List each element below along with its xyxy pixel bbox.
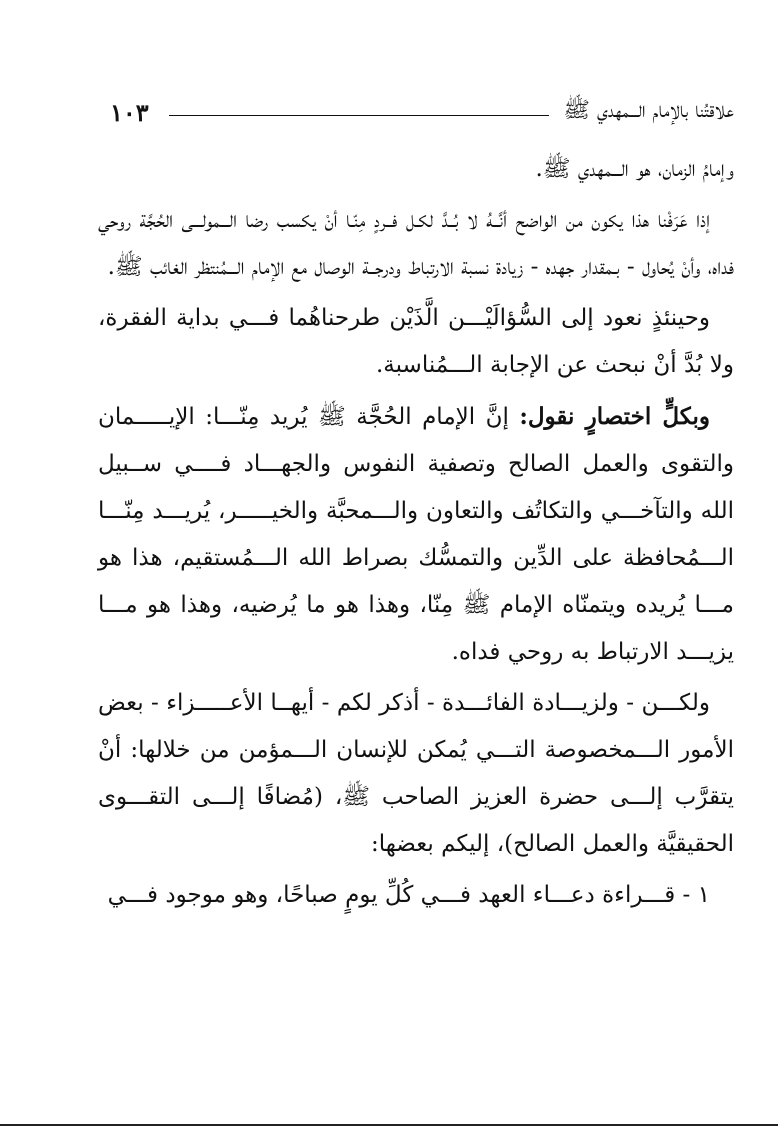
paragraph-text: وإمامُ الزمان، هو الـــمهدي ﷺ. bbox=[535, 156, 734, 182]
page-bottom-edge bbox=[0, 1124, 778, 1126]
paragraph-text: وحينئذٍ نعود إلى السُّؤالَيْـــن الَّذَيْن طرحناهُما فـــي بداية الفقرة، ولا بُدَّ أنْ نبحث عن الإجابة الـــمُناسبة. bbox=[98, 305, 734, 378]
paragraph bbox=[98, 680, 734, 868]
paragraph bbox=[98, 146, 734, 193]
paragraph bbox=[98, 393, 734, 676]
paragraph-text: ولكـــن - ولزيـــادة الفائـــدة - أذكر لكم - أيهــا الأعـــــزاء - بعض الأمور الـــمخصوصة التـــي يُمكن للإنسان الـــمؤمن من خلالها: أنْ يتقرَّب إلـــى حضرة العزيز الصاحب ﷺ، (مُضافًا إلـــى التقـــوى الحقيقيَّة والعمل الصالح)، إليكم بعضها: bbox=[98, 690, 734, 857]
paragraph-text: إنَّ الإمام الحُجَّة ﷺ يُريد مِنّـــا: الإيـــــمان والتقوى والعمل الصالح وتصفية النفوس والجهـــاد فــــي ســبيل الله والتآخـــي والتكاتُف والتعاون والـــمحبَّة والخيـــــر، يُريـــد مِنّـــا الـــمُحافظة على الدِّين والتمسُّك بصراط الله الـــمُستقيم، هذا هو مـــا يُريده ويتمنّاه الإمام ﷺ مِنّا، وهذا هو ما يُرضيه، وهذا هو مـــا يزيـــد الارتباط به روحي فداه. bbox=[98, 404, 734, 665]
paragraph-text: ١ - قـــراءة دعـــاء العهد فـــي كُلِّ يومٍ صباحًا، وهو موجود فـــي bbox=[107, 882, 710, 908]
paragraph-lead: وبكلٍّ اختصارٍ نقول: bbox=[519, 403, 710, 430]
running-header bbox=[110, 92, 734, 132]
paragraph-text: إذا عَرَفْنا هذا يكون من الواضح أنَّــهُ لا بُــدَّ لكـل فــردٍ مِنّـا أنْ يكسب رضا الـــمولـــى الحُجَّة روحي فداه، وأنْ يُحاول - بـمقدار جهده - زيادة نسبة الارتباط ودرجــة الوصال مع الإمام الـــمُنتظر الغائب ﷺ. bbox=[98, 207, 734, 280]
body-text bbox=[98, 146, 734, 923]
running-header-title: علاقتُنا بالإمام الـــمهدي ﷺ bbox=[563, 98, 734, 123]
page-number: ١٠٣ bbox=[110, 97, 149, 127]
list-item bbox=[98, 872, 734, 919]
paragraph bbox=[98, 295, 734, 389]
paragraph bbox=[98, 197, 734, 291]
header-rule bbox=[169, 115, 550, 116]
